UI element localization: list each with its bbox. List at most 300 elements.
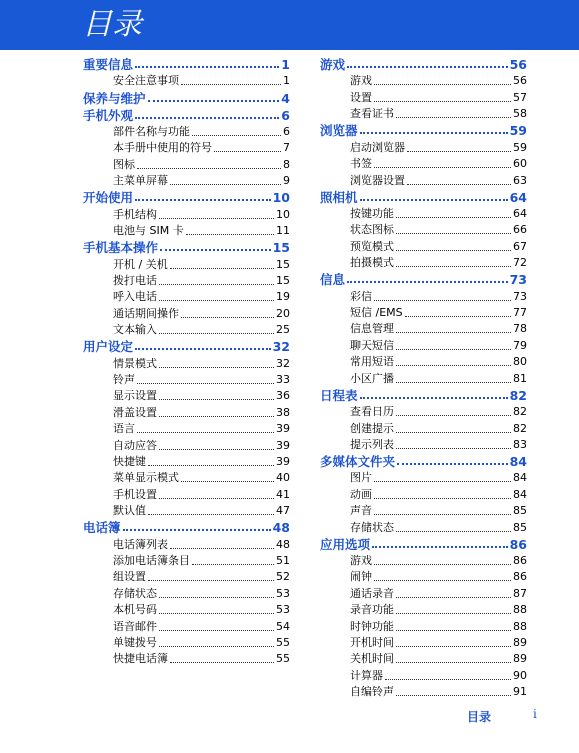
toc-entry-link[interactable] [350,650,527,666]
toc-entry-title: 常用短语 [350,355,394,369]
toc-entry-link[interactable] [350,155,527,171]
toc-entry-page: 48 [276,537,290,551]
toc-entry-page: 81 [513,371,527,385]
toc-entry-page: 20 [276,306,290,320]
toc-section-page: 86 [509,536,527,552]
toc-leader-dots [372,546,508,548]
toc-entry-title: 开机时间 [350,635,394,649]
toc-entry-link[interactable] [113,155,290,171]
toc-leader-dots [159,613,274,614]
toc-section-page: 4 [281,90,290,106]
toc-entry-link[interactable] [113,222,290,238]
toc-entry-title: 自编铃声 [350,685,394,699]
toc-entry-link[interactable] [350,419,527,435]
toc-leader-dots [396,217,511,218]
toc-entry-link[interactable] [350,683,527,699]
toc-section-page: 1 [281,57,290,73]
toc-entry-title: 创建提示 [350,421,394,435]
toc-entry-title: 短信 /EMS [350,306,403,320]
toc-entry-page: 84 [513,471,527,485]
toc-entry-link[interactable] [350,369,527,385]
page-title: 目录 [82,7,142,42]
toc-entry-page: 56 [513,74,527,88]
toc-leader-dots [160,249,271,251]
toc-leader-dots [396,646,511,647]
toc-leader-dots [181,84,281,85]
toc-entry-title: 呼入电话 [113,290,157,304]
toc-entry-title: 预览模式 [350,239,394,253]
toc-entry-link[interactable] [113,535,290,551]
toc-entry-link[interactable] [113,354,290,370]
toc-entry-link[interactable] [350,221,527,237]
toc-entry-page: 51 [276,554,290,568]
toc-leader-dots [159,284,274,285]
toc-entry-title: 小区广播 [350,371,394,385]
toc-leader-dots [374,498,511,499]
toc-entry-page: 41 [276,487,290,501]
toc-entry-page: 11 [276,224,290,238]
toc-entry-page: 25 [276,323,290,337]
toc-leader-dots [407,151,511,152]
toc-section-link[interactable] [83,518,290,535]
toc-leader-dots [360,199,508,201]
toc-entry-title: 聊天短信 [350,338,394,352]
toc-entry-link[interactable] [113,403,290,419]
toc-entry-link[interactable] [113,617,290,633]
toc-entry-title: 设置 [350,90,372,104]
toc-leader-dots [396,448,511,449]
toc-section-title: 浏览器 [320,123,358,139]
toc-entry-page: 9 [283,174,290,188]
toc-entry-title: 电话簿列表 [113,537,168,551]
toc-entry-link[interactable] [350,205,527,221]
toc-entry-title: 快捷键 [113,454,146,468]
toc-entry-title: 拨打电话 [113,273,157,287]
toc-leader-dots [405,316,511,317]
toc-leader-dots [135,117,279,119]
toc-entry-link[interactable] [350,403,527,419]
toc-leader-dots [159,300,274,301]
toc-entry-link[interactable] [350,254,527,270]
toc-leader-dots [396,382,511,383]
toc-section-page: 32 [272,339,290,355]
toc-entry-link[interactable] [113,568,290,584]
toc-entry-page: 82 [513,421,527,435]
toc-section-page: 6 [281,107,290,123]
toc-leader-dots [374,101,511,102]
toc-entry-link[interactable] [113,304,290,320]
toc-entry-page: 54 [276,619,290,633]
toc-entry-title: 铃声 [113,373,135,387]
toc-leader-dots [396,662,511,663]
toc-section-title: 游戏 [320,57,346,73]
toc-section-link[interactable] [320,386,527,403]
toc-entry-title: 拍摄模式 [350,256,394,270]
toc-leader-dots [396,250,511,251]
toc-entry-link[interactable] [113,552,290,568]
toc-leader-dots [192,135,281,136]
toc-entry-link[interactable] [350,237,527,253]
toc-leader-dots [123,529,271,531]
toc-leader-dots [347,66,508,68]
toc-section-page: 59 [509,123,527,139]
toc-leader-dots [396,432,511,433]
toc-entry-link[interactable] [113,371,290,387]
toc-entry-page: 8 [283,157,290,171]
toc-entry-link[interactable] [350,584,527,600]
toc-section-page: 84 [509,453,527,469]
toc-entry-title: 手机结构 [113,207,157,221]
toc-entry-link[interactable] [350,617,527,633]
toc-entry-link[interactable] [350,502,527,518]
toc-leader-dots [148,465,274,466]
toc-entry-page: 52 [276,570,290,584]
toc-section-title: 保养与维护 [83,90,146,106]
toc-entry-link[interactable] [113,485,290,501]
toc-entry-title: 电池与 SIM 卡 [113,224,184,238]
toc-entry-page: 78 [513,322,527,336]
toc-leader-dots [135,199,271,201]
toc-leader-dots [396,695,511,696]
toc-section-title: 重要信息 [83,57,134,73]
toc-entry-page: 6 [283,125,290,139]
toc-entry-page: 1 [283,74,290,88]
toc-section-page: 64 [509,189,527,205]
toc-leader-dots [159,597,274,598]
toc-leader-dots [159,367,274,368]
toc-leader-dots [170,268,274,269]
toc-entry-title: 通话录音 [350,586,394,600]
toc-entry-page: 15 [276,273,290,287]
toc-leader-dots [159,399,274,400]
toc-entry-page: 82 [513,405,527,419]
toc-entry-title: 声音 [350,504,372,518]
toc-entry-link[interactable] [350,105,527,121]
toc-leader-dots [396,613,511,614]
toc-entry-title: 游戏 [350,74,372,88]
toc-section-link[interactable] [320,452,527,469]
toc-entry-link[interactable] [350,469,527,485]
toc-entry-page: 86 [513,570,527,584]
toc-entry-title: 计算器 [350,668,383,682]
toc-entry-link[interactable] [113,387,290,403]
toc-leader-dots [385,679,511,680]
toc-entry-link[interactable] [350,88,527,104]
toc-section-page: 82 [509,387,527,403]
toc-section-title: 照相机 [320,189,358,205]
toc-section-title: 手机基本操作 [83,240,159,256]
toc-leader-dots [407,184,511,185]
toc-entry-page: 38 [276,405,290,419]
toc-entry-page: 85 [513,520,527,534]
toc-entry-link[interactable] [350,552,527,568]
toc-entry-link[interactable] [350,336,527,352]
toc-entry-link[interactable] [350,171,527,187]
toc-section-page: 73 [509,272,527,288]
toc-leader-dots [170,662,274,663]
toc-entry-page: 59 [513,140,527,154]
toc-entry-link[interactable] [350,518,527,534]
toc-entry-link[interactable] [113,420,290,436]
toc-entry-link[interactable] [113,123,290,139]
toc-entry-title: 添加电话簿条目 [113,554,190,568]
toc-entry-link[interactable] [350,634,527,650]
toc-entry-title: 启动浏览器 [350,140,405,154]
toc-entry-page: 39 [276,422,290,436]
toc-entry-page: 83 [513,437,527,451]
toc-leader-dots [396,233,511,234]
toc-leader-dots [137,168,281,169]
toc-entry-title: 信息管理 [350,322,394,336]
toc-entry-title: 安全注意事项 [113,74,179,88]
toc-entry-title: 图标 [113,157,135,171]
toc-entry-title: 动画 [350,487,372,501]
toc-leader-dots [137,383,274,384]
toc-entry-page: 33 [276,373,290,387]
toc-entry-page: 55 [276,635,290,649]
toc-entry-title: 查看日历 [350,405,394,419]
toc-entry-link[interactable] [350,568,527,584]
toc-entry-link[interactable] [113,601,290,617]
toc-entry-page: 66 [513,223,527,237]
toc-entry-link[interactable] [113,139,290,155]
toc-section-link[interactable] [320,188,527,205]
toc-entry-page: 60 [513,157,527,171]
toc-entry-title: 闹钟 [350,570,372,584]
toc-leader-dots [374,84,511,85]
toc-entry-link[interactable] [350,353,527,369]
toc-entry-page: 36 [276,389,290,403]
toc-entry-title: 状态图标 [350,223,394,237]
toc-entry-title: 文本输入 [113,323,157,337]
toc-leader-dots [159,416,274,417]
toc-leader-dots [181,317,274,318]
toc-leader-dots [159,498,274,499]
toc-leader-dots [170,184,281,185]
toc-entry-title: 单键拨号 [113,635,157,649]
toc-section-link[interactable] [83,337,290,354]
toc-entry-link[interactable] [113,321,290,337]
toc-entry-title: 查看证书 [350,107,394,121]
toc-leader-dots [159,449,274,450]
toc-section-link[interactable] [320,535,527,552]
toc-entry-title: 浏览器设置 [350,173,405,187]
toc-entry-page: 91 [513,685,527,699]
toc-entry-link[interactable] [113,255,290,271]
toc-leader-dots [396,266,511,267]
toc-entry-page: 90 [513,668,527,682]
toc-entry-title: 菜单显示模式 [113,471,179,485]
toc-entry-link[interactable] [113,634,290,650]
toc-entry-link[interactable] [350,601,527,617]
toc-entry-title: 语言 [113,422,135,436]
toc-entry-link[interactable] [113,288,290,304]
toc-entry-page: 88 [513,619,527,633]
toc-entry-title: 本机号码 [113,603,157,617]
toc-entry-link[interactable] [113,650,290,666]
toc-section-page: 15 [272,240,290,256]
toc-entry-title: 按键功能 [350,207,394,221]
toc-entry-title: 提示列表 [350,437,394,451]
toc-entry-title: 录音功能 [350,603,394,617]
toc-entry-page: 10 [276,207,290,221]
toc-entry-link[interactable] [350,138,527,154]
toc-entry-title: 存储状态 [113,586,157,600]
toc-entry-title: 情景模式 [113,356,157,370]
toc-entry-title: 时钟功能 [350,619,394,633]
toc-leader-dots [374,481,511,482]
toc-entry-page: 58 [513,107,527,121]
toc-entry-title: 默认值 [113,504,146,518]
toc-entry-title: 图片 [350,471,372,485]
toc-entry-page: 86 [513,554,527,568]
toc-entry-link[interactable] [113,502,290,518]
toc-leader-dots [396,597,511,598]
toc-section-link[interactable] [83,106,290,123]
toc-entry-page: 53 [276,586,290,600]
toc-entry-title: 通话期间操作 [113,306,179,320]
toc-entry-link[interactable] [113,453,290,469]
toc-entry-page: 53 [276,603,290,617]
toc-leader-dots [159,630,274,631]
toc-leader-dots [135,348,271,350]
toc-entry-page: 15 [276,257,290,271]
toc-entry-title: 组设置 [113,570,146,584]
toc-section-link[interactable] [83,238,290,255]
toc-entry-link[interactable] [113,469,290,485]
toc-entry-page: 19 [276,290,290,304]
toc-section-link[interactable] [83,88,290,105]
toc-leader-dots [159,218,274,219]
toc-entry-page: 55 [276,652,290,666]
toc-entry-page: 84 [513,487,527,501]
toc-leader-dots [148,514,274,515]
toc-entry-title: 彩信 [350,289,372,303]
toc-leader-dots [186,234,274,235]
toc-leader-dots [374,564,511,565]
toc-entry-link[interactable] [113,272,290,288]
toc-entry-link[interactable] [350,436,527,452]
toc-entry-title: 手机设置 [113,487,157,501]
toc-entry-title: 关机时间 [350,652,394,666]
toc-entry-title: 开机 / 关机 [113,257,168,271]
toc-entry-page: 40 [276,471,290,485]
toc-entry-link[interactable] [350,287,527,303]
toc-section-link[interactable] [83,55,290,72]
toc-entry-title: 主菜单屏幕 [113,174,168,188]
toc-section-link[interactable] [320,270,527,287]
toc-entry-link[interactable] [350,304,527,320]
toc-leader-dots [360,397,508,399]
toc-leader-dots [181,481,274,482]
header-bar [0,0,579,50]
toc-right-column [320,55,527,699]
toc-entry-page: 32 [276,356,290,370]
toc-leader-dots [192,564,274,565]
footer-page-number: i [533,707,537,721]
toc-entry-link[interactable] [113,436,290,452]
toc-entry-page: 89 [513,635,527,649]
toc-leader-dots [148,100,280,102]
toc-entry-link[interactable] [350,72,527,88]
toc-leader-dots [396,365,511,366]
toc-section-title: 开始使用 [83,190,134,206]
toc-entry-link[interactable] [113,205,290,221]
toc-entry-page: 85 [513,504,527,518]
toc-section-title: 应用选项 [320,536,371,552]
toc-entry-page: 39 [276,454,290,468]
toc-entry-page: 73 [513,289,527,303]
toc-leader-dots [360,132,508,134]
toc-leader-dots [374,300,511,301]
toc-section-link[interactable] [320,55,527,72]
toc-entry-link[interactable] [350,485,527,501]
toc-leader-dots [396,531,511,532]
toc-leader-dots [374,580,511,581]
toc-entry-page: 47 [276,504,290,518]
toc-entry-page: 77 [513,306,527,320]
toc-leader-dots [135,66,279,68]
toc-entry-link[interactable] [113,72,290,88]
toc-entry-link[interactable] [113,584,290,600]
toc-section-title: 手机外观 [83,107,134,123]
toc-section-page: 10 [272,190,290,206]
toc-entry-title: 游戏 [350,554,372,568]
toc-section-link[interactable] [320,121,527,138]
toc-leader-dots [374,167,511,168]
toc-entry-link[interactable] [350,320,527,336]
toc-leader-dots [148,580,274,581]
toc-section-title: 电话簿 [83,520,121,536]
toc-section-title: 日程表 [320,387,358,403]
toc-leader-dots [397,463,508,465]
toc-entry-link[interactable] [350,666,527,682]
toc-entry-title: 部件名称与功能 [113,125,190,139]
toc-entry-title: 快捷电话簿 [113,652,168,666]
toc-section-title: 多媒体文件夹 [320,453,396,469]
toc-leader-dots [170,548,274,549]
toc-left-column [83,55,290,666]
toc-entry-page: 88 [513,603,527,617]
toc-section-link[interactable] [83,188,290,205]
toc-entry-page: 64 [513,207,527,221]
toc-leader-dots [374,514,511,515]
toc-entry-page: 67 [513,239,527,253]
toc-entry-title: 滑盖设置 [113,405,157,419]
toc-leader-dots [159,333,274,334]
toc-leader-dots [396,415,511,416]
toc-leader-dots [159,646,274,647]
toc-entry-title: 自动应答 [113,438,157,452]
toc-section-page: 56 [509,57,527,73]
toc-entry-page: 89 [513,652,527,666]
toc-entry-page: 7 [283,141,290,155]
toc-entry-title: 存储状态 [350,520,394,534]
toc-entry-link[interactable] [113,172,290,188]
toc-entry-page: 79 [513,338,527,352]
toc-entry-page: 72 [513,256,527,270]
toc-leader-dots [396,630,511,631]
footer-title: 目录 [467,710,492,724]
toc-section-title: 用户设定 [83,339,134,355]
toc-leader-dots [347,281,508,283]
toc-entry-title: 本手册中使用的符号 [113,141,212,155]
toc-entry-page: 39 [276,438,290,452]
toc-entry-title: 显示设置 [113,389,157,403]
toc-leader-dots [214,151,281,152]
toc-entry-page: 87 [513,586,527,600]
toc-entry-page: 63 [513,173,527,187]
